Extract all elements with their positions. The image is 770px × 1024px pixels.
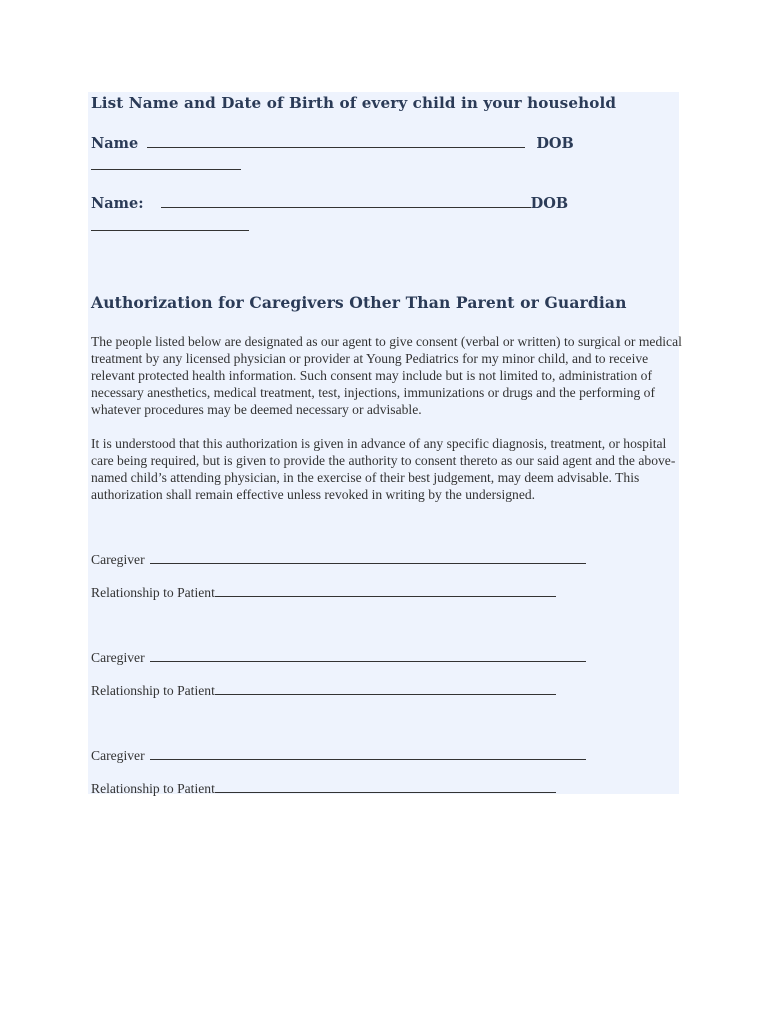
children-section-heading: List Name and Date of Birth of every child in your household — [91, 94, 617, 112]
authorization-heading: Authorization for Caregivers Other Than Parent or Guardian — [91, 293, 627, 312]
relationship-3-field[interactable] — [215, 780, 556, 793]
relationship-2-line — [91, 682, 556, 699]
child-1-dob-field[interactable] — [91, 157, 241, 170]
child-2-dob-label: DOB — [530, 195, 569, 212]
child-2-dob-line — [91, 218, 249, 236]
caregiver-1-field[interactable] — [150, 551, 586, 564]
child-1-name-label: Name — [91, 135, 139, 152]
child-row-1 — [91, 135, 574, 152]
relationship-3-label: Relationship to Patient — [91, 781, 215, 796]
child-row-2 — [91, 195, 568, 212]
caregiver-2-label: Caregiver — [91, 650, 145, 665]
child-2-name-field[interactable] — [161, 195, 531, 208]
relationship-1-field[interactable] — [215, 584, 556, 597]
caregiver-3-line — [91, 747, 586, 764]
caregiver-3-field[interactable] — [150, 747, 586, 760]
caregiver-3-label: Caregiver — [91, 748, 145, 763]
child-2-name-label: Name: — [91, 195, 144, 212]
child-2-dob-field[interactable] — [91, 218, 249, 231]
caregiver-2-field[interactable] — [150, 649, 586, 662]
child-1-dob-line — [91, 157, 241, 175]
relationship-2-field[interactable] — [215, 682, 556, 695]
authorization-paragraph-1: The people listed below are designated as our agent to give consent (verbal or written) to surgical or medical treatment by any licensed physician or provider at Young Pediatrics for my minor child, and to receive relevant protected health information. Such consent may include but is not limited to, administration of necessary anesthetics, medical treatment, test, injections, immunizations or drugs and the performing of whatever procedures may be deemed necessary or advisable. — [91, 334, 682, 417]
caregiver-2-line — [91, 649, 586, 666]
caregiver-1-line — [91, 551, 586, 568]
relationship-1-label: Relationship to Patient — [91, 585, 215, 600]
caregiver-1-label: Caregiver — [91, 552, 145, 567]
relationship-3-line — [91, 780, 556, 797]
relationship-1-line — [91, 584, 556, 601]
authorization-paragraph-2: It is understood that this authorization is given in advance of any specific diagnosis, treatment, or hospital care being required, but is given to provide the authority to consent thereto as our said agent and the above-named child’s attending physician, in the exercise of their best judgement, may deem advisable. This authorization shall remain effective unless revoked in writing by the undersigned. — [91, 436, 676, 502]
relationship-2-label: Relationship to Patient — [91, 683, 215, 698]
child-1-name-field[interactable] — [147, 135, 525, 148]
child-1-dob-label: DOB — [536, 135, 574, 152]
